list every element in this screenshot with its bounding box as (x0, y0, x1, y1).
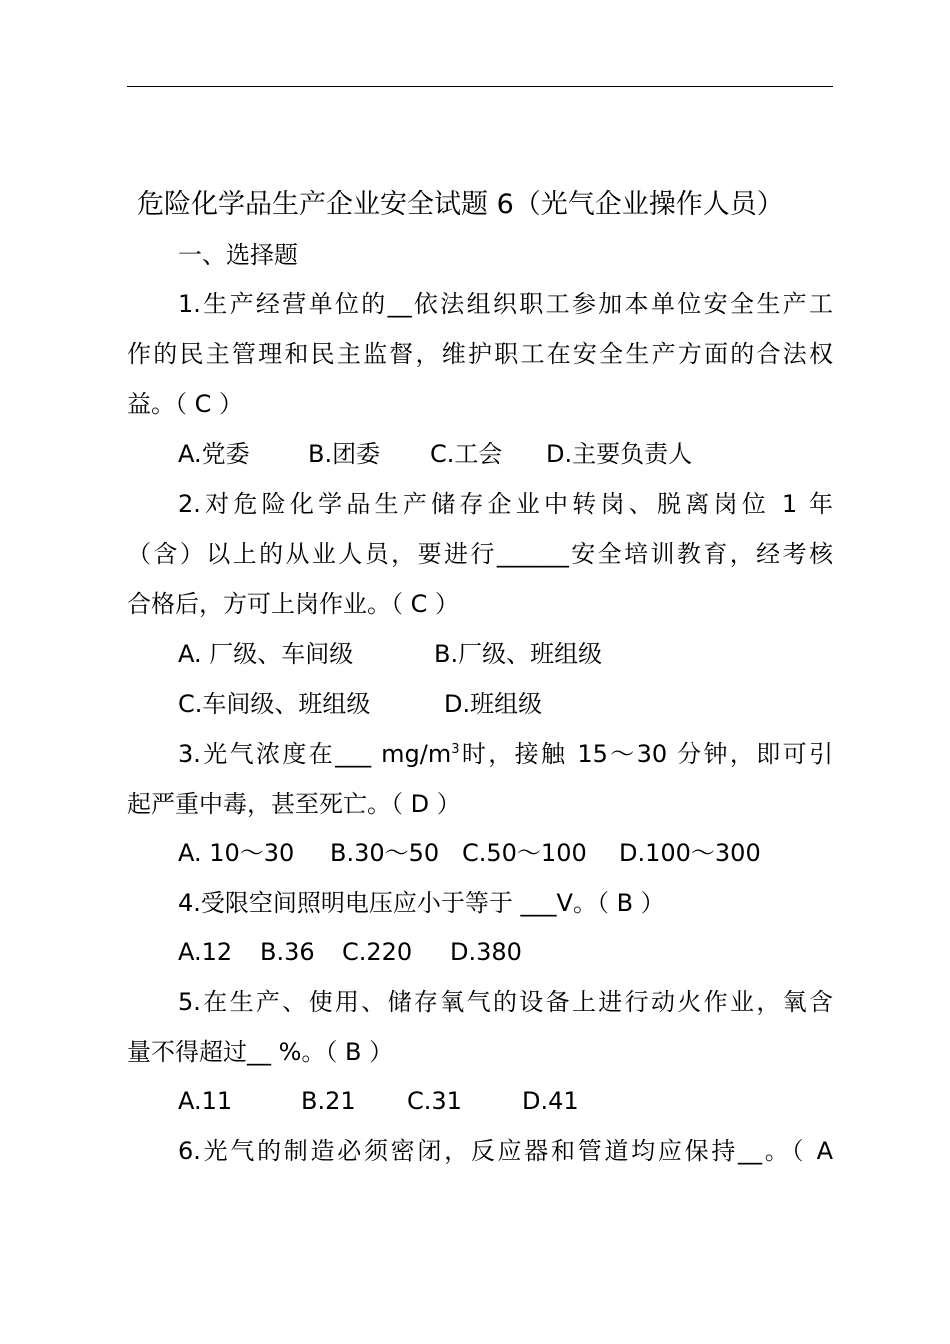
header-rule (127, 86, 833, 87)
question-6-line-1: 6.光气的制造必须密闭，反应器和管道均应保持__。（ A (178, 1137, 833, 1165)
option-a: A.12 (178, 938, 233, 966)
option-d: D.主要负责人 (546, 440, 693, 468)
document-title: 危险化学品生产企业安全试题 6（光气企业操作人员） (137, 189, 784, 220)
question-2-line-1: 2.对危险化学品生产储存企业中转岗、脱离岗位 1 年 (178, 490, 833, 518)
option-d: D.41 (522, 1087, 579, 1115)
question-1-line-3: 益。（ C ） (127, 390, 244, 418)
question-2-options-row-1 (178, 629, 833, 679)
question-3-text-a: 3.光气浓度在___ mg/m (178, 740, 452, 768)
option-b: B.30～50 (330, 839, 440, 867)
question-3-text-b: 时，接触 15～30 分钟，即可引 (459, 740, 833, 768)
option-b: B.36 (260, 938, 315, 966)
question-1-line-2: 作的民主管理和民主监督，维护职工在安全生产方面的合法权 (127, 340, 833, 368)
question-2-options-row-2 (178, 679, 833, 729)
question-1-options (178, 429, 833, 479)
section-heading: 一、选择题 (178, 241, 298, 269)
option-c: C.220 (342, 938, 413, 966)
question-1-line-1: 1.生产经营单位的__依法组织职工参加本单位安全生产工 (178, 290, 833, 318)
option-d: D.100～300 (619, 839, 761, 867)
option-a: A. 厂级、车间级 (178, 640, 354, 668)
question-5-options (178, 1076, 833, 1126)
option-c: C.工会 (430, 440, 503, 468)
option-a: A. 10～30 (178, 839, 295, 867)
option-a: A.党委 (178, 440, 250, 468)
option-a: A.11 (178, 1087, 233, 1115)
question-3-line-2: 起严重中毒，甚至死亡。（ D ） (127, 790, 461, 818)
question-5-line-2: 量不得超过__ %。（ B ） (127, 1038, 394, 1066)
option-b: B.团委 (308, 440, 381, 468)
question-5-line-1: 5.在生产、使用、储存氧气的设备上进行动火作业，氧含 (178, 988, 833, 1016)
option-c: C.车间级、班组级 (178, 690, 371, 718)
question-3-options (178, 828, 833, 878)
question-4-options (178, 927, 833, 977)
question-3-line-1 (178, 729, 833, 779)
option-d: D.班组级 (444, 690, 543, 718)
option-b: B.21 (301, 1087, 356, 1115)
option-c: C.31 (407, 1087, 462, 1115)
option-c: C.50～100 (462, 839, 587, 867)
option-d: D.380 (450, 938, 522, 966)
option-b: B.厂级、班组级 (434, 640, 603, 668)
superscript: 3 (451, 742, 460, 757)
question-2-line-3: 合格后，方可上岗作业。（ C ） (127, 590, 460, 618)
question-2-line-2: （含）以上的从业人员，要进行______安全培训教育，经考核 (127, 540, 833, 568)
question-4-line-1: 4.受限空间照明电压应小于等于 ___V。（ B ） (178, 889, 665, 917)
